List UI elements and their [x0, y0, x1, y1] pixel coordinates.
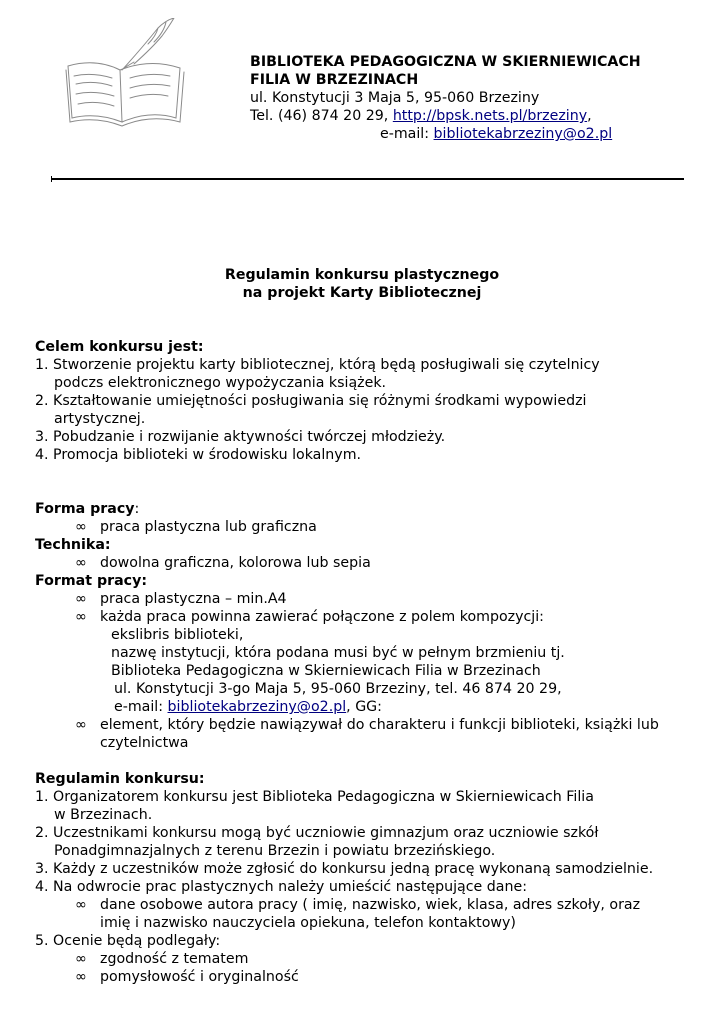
- list-item: [35, 590, 715, 608]
- rule-1-cont: w Brzezinach.: [54, 807, 153, 823]
- format-sub-5: [35, 698, 715, 716]
- format-sub-3: Biblioteka Pedagogiczna w Skierniewicach Filia w Brzezinach: [111, 663, 541, 679]
- format-item-1: praca plastyczna – min.A4: [100, 591, 287, 607]
- goal-1: 1. Stworzenie projektu karty bibliotecznej, którą będą posługiwali się czytelnicy: [35, 357, 600, 373]
- header-divider: [51, 178, 684, 180]
- technika-heading: Technika:: [35, 537, 111, 553]
- rule-4: 4. Na odwrocie prac plastycznych należy umieścić następujące dane:: [35, 879, 527, 895]
- email-label: e-mail:: [380, 126, 434, 142]
- format-sub-1: ekslibris biblioteki,: [111, 627, 244, 643]
- bullet-icon: ∞: [75, 951, 87, 967]
- bullet-icon: ∞: [75, 609, 87, 625]
- document-body: [35, 338, 715, 986]
- format-email-label: e-mail:: [114, 699, 168, 715]
- format-gg: , GG:: [346, 699, 382, 715]
- format-item-3-cont: czytelnictwa: [100, 735, 189, 751]
- rule-2: 2. Uczestnikami konkursu mogą być uczniowie gimnazjum oraz uczniowie szkół: [35, 825, 599, 841]
- letterhead: [250, 53, 720, 143]
- goal-3: 3. Pobudzanie i rozwijanie aktywności twórczej młodzieży.: [35, 429, 446, 445]
- title-line-1: Regulamin konkursu plastycznego: [224, 267, 500, 283]
- bullet-icon: ∞: [75, 717, 87, 733]
- rule-5-item-1: zgodność z tematem: [100, 951, 249, 967]
- goal-1-cont: podczs elektronicznego wypożyczania książek.: [54, 375, 387, 391]
- library-logo: [62, 18, 190, 136]
- list-item: [35, 950, 715, 968]
- title-line-2: na projekt Karty Bibliotecznej: [242, 285, 482, 301]
- technika-item: dowolna graficzna, kolorowa lub sepia: [100, 555, 371, 571]
- rule-5-item-2: pomysłowość i oryginalność: [100, 969, 299, 985]
- rule-5: 5. Ocenie będą podlegały:: [35, 933, 221, 949]
- bullet-icon: ∞: [75, 519, 87, 535]
- format-sub-2: nazwę instytucji, która podana musi być w pełnym brzmieniu tj.: [111, 645, 565, 661]
- bullet-icon: ∞: [75, 969, 87, 985]
- list-item: [35, 716, 715, 734]
- document-title: [0, 266, 724, 302]
- list-item: [35, 554, 715, 572]
- format-item-2: każda praca powinna zawierać połączone z polem kompozycji:: [100, 609, 544, 625]
- forma-heading-line: [35, 500, 715, 518]
- format-item-3: element, który będzie nawiązywał do charakteru i funkcji biblioteki, książki lub: [100, 717, 659, 733]
- rule-2-cont: Ponadgimnazjalnych z terenu Brzezin i powiatu brzezińskiego.: [54, 843, 496, 859]
- format-email-link[interactable]: bibliotekabrzeziny@o2.pl: [167, 699, 347, 715]
- list-item: [35, 518, 715, 536]
- bullet-icon: ∞: [75, 897, 87, 913]
- list-item: [35, 608, 715, 626]
- format-heading: Format pracy:: [35, 573, 147, 589]
- phone: Tel. (46) 874 20 29,: [250, 108, 393, 124]
- rule-4-item-cont: imię i nazwisko nauczyciela opiekuna, telefon kontaktowy): [100, 915, 516, 931]
- institution-name: BIBLIOTEKA PEDAGOGICZNA W SKIERNIEWICACH: [250, 54, 641, 70]
- rules-heading: Regulamin konkursu:: [35, 771, 205, 787]
- email-link[interactable]: bibliotekabrzeziny@o2.pl: [433, 126, 613, 142]
- address: ul. Konstytucji 3 Maja 5, 95-060 Brzeziny: [250, 90, 540, 106]
- phone-suffix: ,: [587, 108, 592, 124]
- list-item: [35, 968, 715, 986]
- email-line: [250, 125, 720, 143]
- list-item: [35, 896, 715, 914]
- rule-1: 1. Organizatorem konkursu jest Biblioteka Pedagogiczna w Skierniewicach Filia: [35, 789, 594, 805]
- goal-2: 2. Kształtowanie umiejętności posługiwania się różnymi środkami wypowiedzi: [35, 393, 587, 409]
- format-sub-4: ul. Konstytucji 3-go Maja 5, 95-060 Brzeziny, tel. 46 874 20 29,: [114, 681, 562, 697]
- forma-colon: :: [134, 501, 140, 517]
- rule-4-item: dane osobowe autora pracy ( imię, nazwisko, wiek, klasa, adres szkoły, oraz: [100, 897, 641, 913]
- forma-item: praca plastyczna lub graficzna: [100, 519, 317, 535]
- goal-2-cont: artystycznej.: [54, 411, 146, 427]
- phone-line: [250, 107, 720, 125]
- goals-heading: Celem konkursu jest:: [35, 339, 204, 355]
- forma-heading: Forma pracy: [35, 501, 135, 517]
- goal-4: 4. Promocja biblioteki w środowisku lokalnym.: [35, 447, 362, 463]
- website-link[interactable]: http://bpsk.nets.pl/brzeziny: [392, 108, 588, 124]
- branch-name: FILIA W BRZEZINACH: [250, 72, 419, 88]
- bullet-icon: ∞: [75, 591, 87, 607]
- rule-3: 3. Każdy z uczestników może zgłosić do konkursu jedną pracę wykonaną samodzielnie.: [35, 861, 654, 877]
- bullet-icon: ∞: [75, 555, 87, 571]
